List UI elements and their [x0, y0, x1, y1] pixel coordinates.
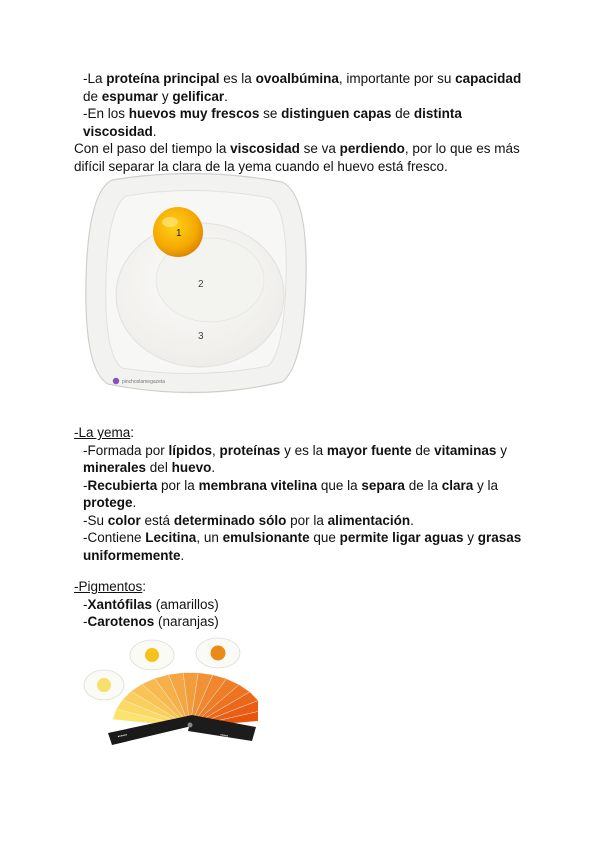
text: - [83, 596, 88, 612]
text: (amarillos) [152, 596, 219, 612]
heading-text: -Pigmentos [74, 579, 143, 594]
bold-text: clara [441, 477, 474, 493]
bold-text: perdiendo [339, 141, 405, 156]
text: y [463, 530, 478, 545]
text: , un [196, 530, 223, 545]
text: -En los [83, 106, 129, 121]
yolk-color-fan-image [80, 635, 258, 753]
fried-egg-yellow [130, 640, 174, 670]
bold-text: minerales [83, 460, 147, 475]
bold-text: Recubierta [87, 477, 158, 493]
text: . [410, 512, 414, 528]
text: -Formada por [83, 442, 169, 458]
yema-heading [74, 424, 534, 442]
text: (naranjas) [154, 614, 219, 629]
pigment-item-xanthophylls [74, 596, 534, 614]
pigmentos-section [74, 578, 534, 631]
text: , [212, 442, 220, 458]
bold-text: huevo [171, 460, 212, 475]
bold-text: Lecitina [145, 530, 197, 545]
text: . [180, 547, 185, 563]
text: - [83, 477, 88, 493]
text: se va [299, 141, 340, 156]
bold-text: huevos muy frescos [128, 106, 260, 121]
yema-section [74, 424, 534, 564]
bold-text: viscosidad [230, 141, 300, 156]
text: . [224, 88, 228, 104]
text: . [211, 460, 216, 475]
heading-colon: : [142, 579, 147, 594]
text: y es la [280, 442, 327, 458]
heading-colon: : [130, 425, 135, 440]
fried-egg-orange [196, 638, 240, 668]
text: del [146, 460, 172, 475]
bold-text: membrana vitelina [198, 477, 318, 493]
bold-text: proteínas [219, 442, 281, 458]
bold-text: Xantófilas [87, 596, 153, 612]
bold-text: alimentación [327, 512, 411, 528]
text: y [158, 88, 173, 104]
bold-text: gelificar [172, 88, 225, 104]
bold-text: color [107, 512, 141, 528]
text: se [259, 106, 282, 121]
fried-egg-pale [84, 670, 124, 700]
egg-label-3: 3 [198, 331, 204, 342]
bold-text: Carotenos [87, 614, 155, 629]
egg-label-1: 1 [176, 228, 182, 239]
egg-plate-image [82, 170, 310, 400]
text: . [152, 123, 157, 139]
bold-text: vitaminas [434, 442, 497, 458]
yema-item-color [74, 512, 534, 530]
text: de [391, 106, 414, 121]
bold-text: mayor fuente [326, 442, 412, 458]
text: de [83, 88, 102, 104]
bold-text: protege [83, 495, 133, 510]
heading-text: -La yema [74, 425, 131, 440]
text: de [411, 442, 435, 458]
text: está [140, 512, 174, 528]
bold-text: separa [361, 477, 405, 493]
bold-text: determinado sólo [173, 512, 287, 528]
pigmentos-heading [74, 578, 534, 596]
bold-text: espumar [101, 88, 159, 104]
bold-text: ovoalbúmina [255, 71, 339, 86]
yema-item-composition [74, 442, 534, 477]
intro-paragraph-fresh [74, 105, 534, 140]
bold-text: capacidad [455, 71, 522, 86]
text: . [132, 495, 137, 510]
bold-text: grasas uniformemente [83, 530, 522, 563]
text: por la [286, 512, 328, 528]
text: -Su [83, 512, 108, 528]
yolk-highlight [162, 217, 178, 227]
text: que la [317, 477, 362, 493]
text: por la [157, 477, 199, 493]
bold-text: lípidos [168, 442, 213, 458]
text: de la [404, 477, 442, 493]
text: , importante por su [338, 71, 456, 86]
bold-text: emulsionante [222, 530, 310, 545]
watermark-text: pinchoslamegazeta [122, 379, 166, 385]
pigment-item-carotenes [74, 613, 534, 631]
intro-section [74, 70, 534, 175]
text: que [309, 530, 340, 545]
watermark-logo-icon [113, 378, 119, 384]
intro-paragraph-protein [74, 70, 534, 105]
svg-text:▪▪▪▪▪: ▪▪▪▪▪ [219, 732, 229, 739]
text: es la [219, 71, 256, 86]
text: -La [83, 71, 107, 86]
bold-text: permite ligar aguas [339, 530, 464, 545]
text: , por lo que es más difícil separar la clara de la yema cuando el huevo está fresco. [74, 141, 520, 174]
yema-item-lecithin [74, 529, 534, 564]
egg-label-2: 2 [198, 279, 204, 290]
bold-text: proteína principal [106, 71, 220, 86]
text: - [83, 614, 88, 629]
text: y [496, 442, 507, 458]
bold-text: distinguen capas [281, 106, 392, 121]
yema-item-membrane [74, 477, 534, 512]
text: -Contiene [83, 530, 146, 545]
bold-text: distinta viscosidad [83, 106, 462, 139]
svg-text:▪▪▪▪▪▪: ▪▪▪▪▪▪ [117, 732, 128, 739]
text: y la [473, 477, 499, 493]
text: Con el paso del tiempo la [74, 141, 231, 156]
